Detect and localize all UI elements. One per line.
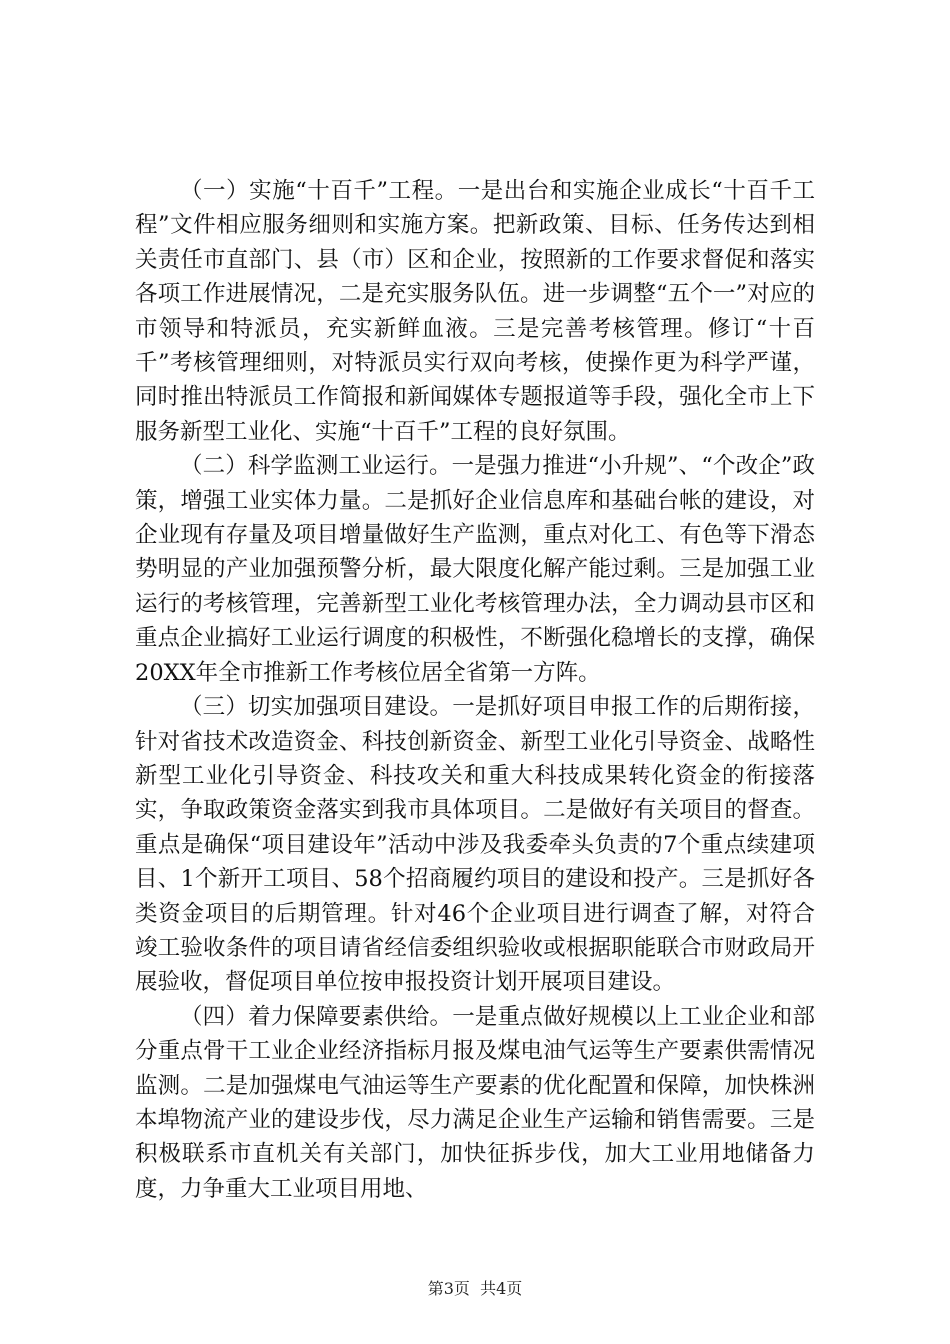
- paragraph-3: （三）切实加强项目建设。一是抓好项目申报工作的后期衔接，针对省技术改造资金、科技创新资金、新型工业化引导资金、战略性新型工业化引导资金、科技攻关和重大科技成果转化资金的衔接落实，争取政策资金落实到我市具体项目。二是做好有关项目的督查。重点是确保“项目建设年”活动中涉及我委牵头负责的7个重点续建项目、1个新开工项目、58个招商履约项目的建设和投产。三是抓好各类资金项目的后期管理。针对46个企业项目进行调查了解，对符合竣工验收条件的项目请省经信委组织验收或根据职能联合市财政局开展验收，督促项目单位按申报投资计划开展项目建设。: [135, 694, 815, 996]
- page-number: 第3页 共4页: [427, 1279, 523, 1298]
- paragraph-2: （二）科学监测工业运行。一是强力推进“小升规”、“个改企”政策，增强工业实体力量。二是抓好企业信息库和基础台帐的建设，对企业现有存量及项目增量做好生产监测，重点对化工、有色等下滑态势明显的产业加强预警分析，最大限度化解产能过剩。三是加强工业运行的考核管理，完善新型工业化考核管理办法，全力调动县市区和重点企业搞好工业运行调度的积极性，不断强化稳增长的支撑，确保20XX年全市推新工作考核位居全省第一方阵。: [135, 453, 815, 686]
- paragraph-1: （一）实施“十百千”工程。一是出台和实施企业成长“十百千工程”文件相应服务细则和实施方案。把新政策、目标、任务传达到相关责任市直部门、县（市）区和企业，按照新的工作要求督促和落实各项工作进展情况，二是充实服务队伍。进一步调整“五个一”对应的市领导和特派员，充实新鲜血液。三是完善考核管理。修订“十百千”考核管理细则，对特派员实行双向考核，使操作更为科学严谨，同时推出特派员工作简报和新闻媒体专题报道等手段，强化全市上下服务新型工业化、实施“十百千”工程的良好氛围。: [135, 178, 815, 445]
- page-footer: [0, 1278, 950, 1300]
- paragraph-4: （四）着力保障要素供给。一是重点做好规模以上工业企业和部分重点骨干工业企业经济指标月报及煤电油气运等生产要素供需情况监测。二是加强煤电气油运等生产要素的优化配置和保障，加快株洲本埠物流产业的建设步伐，尽力满足企业生产运输和销售需要。三是积极联系市直机关有关部门，加快征拆步伐，加大工业用地储备力度，力争重大工业项目用地、: [135, 1003, 815, 1202]
- document-body: [135, 174, 815, 1206]
